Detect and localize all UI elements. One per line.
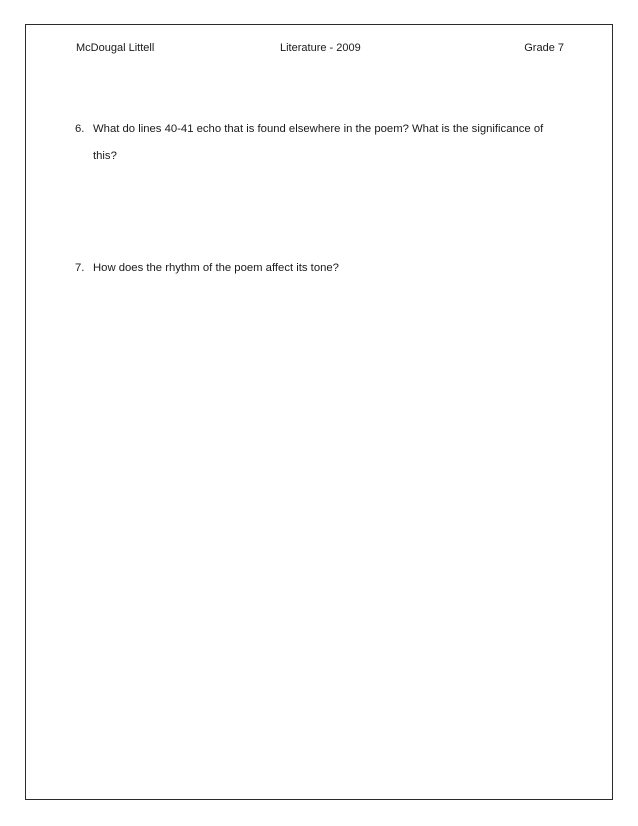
question-number: 6. xyxy=(75,123,85,135)
question-text: How does the rhythm of the poem affect its tone? xyxy=(93,262,339,274)
header-grade: Grade 7 xyxy=(524,42,564,54)
question-number: 7. xyxy=(75,262,85,274)
question-6 xyxy=(75,116,565,170)
question-text: What do lines 40-41 echo that is found elsewhere in the poem? What is the significance of this? xyxy=(93,123,544,162)
header-course: Literature - 2009 xyxy=(280,42,361,54)
question-7 xyxy=(75,255,565,282)
header-publisher: McDougal Littell xyxy=(76,42,155,54)
page-header xyxy=(76,40,564,56)
